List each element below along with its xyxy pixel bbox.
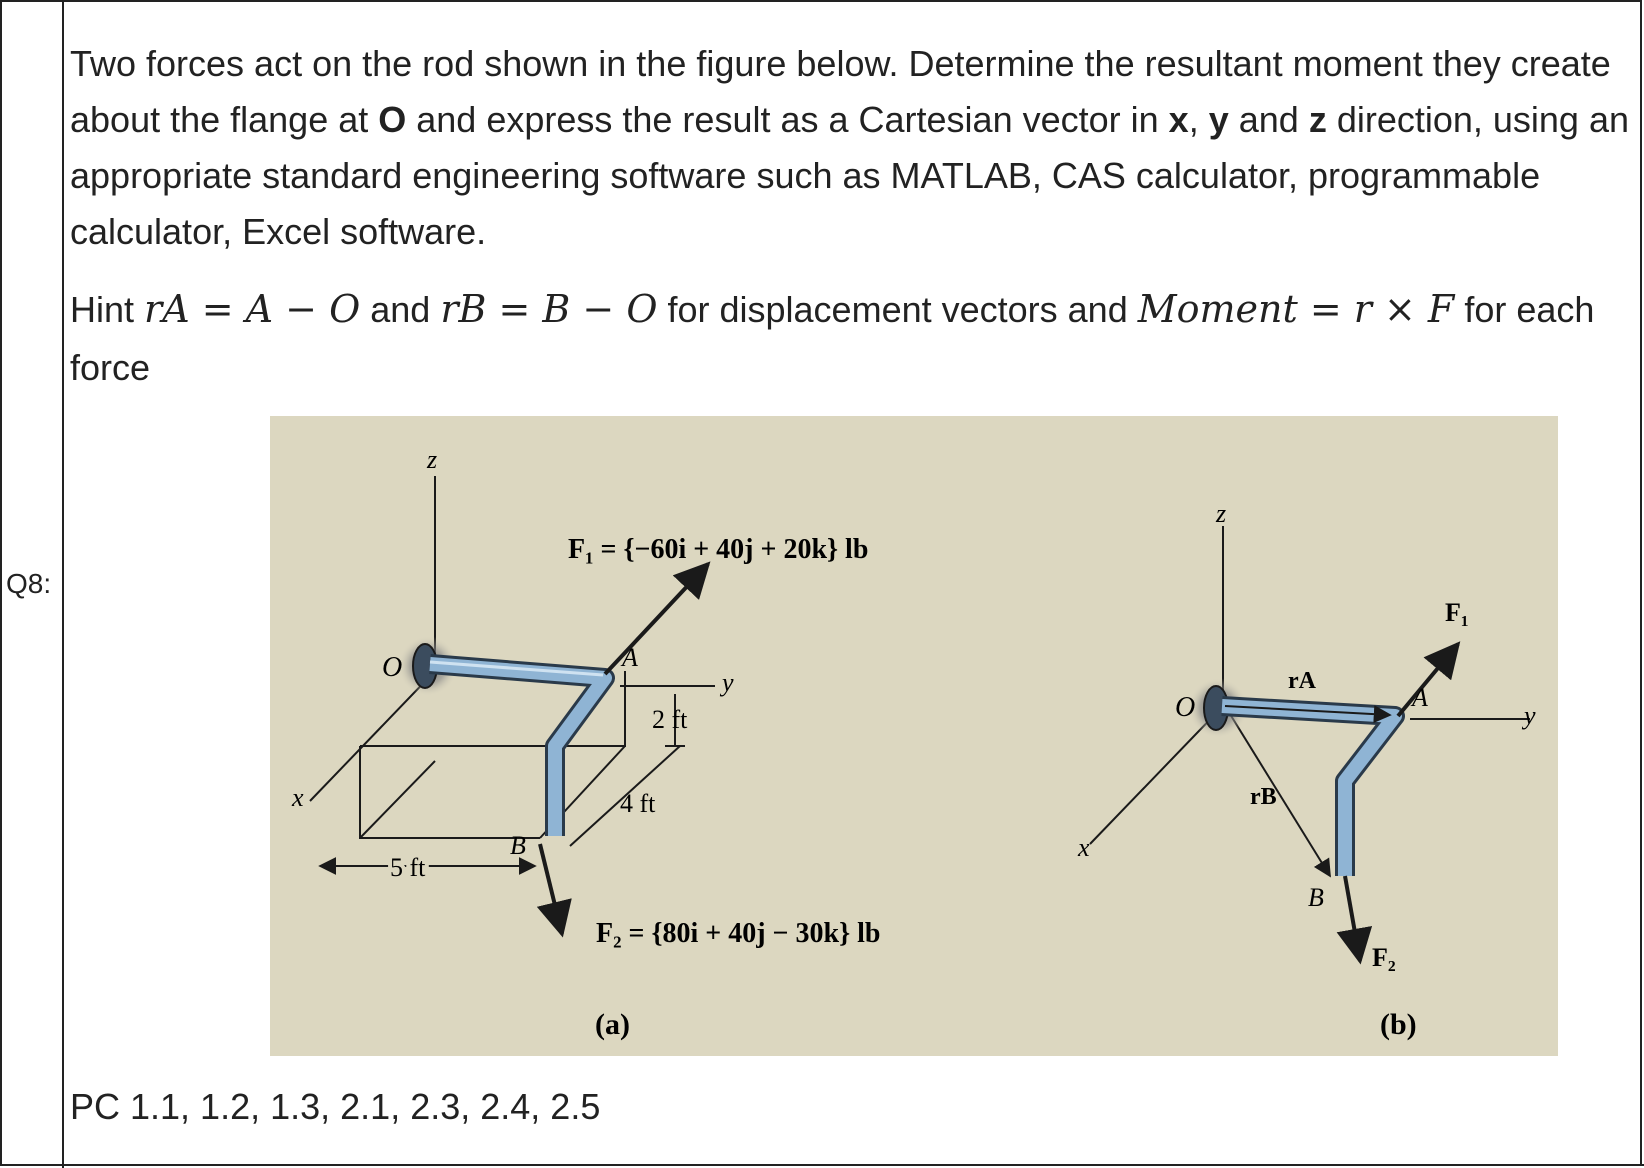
text-part: and bbox=[1228, 99, 1309, 140]
b-rB-vector bbox=[1225, 706, 1330, 876]
column-divider bbox=[62, 0, 64, 1168]
b-x-label: x bbox=[1078, 833, 1090, 862]
b-F1-arrow bbox=[1398, 644, 1458, 716]
b-F2-arrow bbox=[1345, 876, 1360, 961]
a-5ft-label: 5 ft bbox=[390, 853, 426, 882]
b-rB-label: rB bbox=[1250, 784, 1277, 810]
hint-text bbox=[70, 280, 1638, 397]
a-box-left bbox=[360, 746, 540, 838]
a-caption: (a) bbox=[595, 1008, 630, 1041]
b-F1-label: F₁ bbox=[1445, 598, 1469, 627]
text-part: Two forces act on the rod shown in the figure below. Determine the resultant moment they create about the flange at bbox=[70, 43, 1611, 140]
text-bold-z: z bbox=[1308, 99, 1327, 140]
a-B-label: B bbox=[510, 831, 526, 860]
b-F2-label: F₂ bbox=[1372, 943, 1396, 972]
a-F1-arrow bbox=[605, 564, 708, 674]
b-rA-label: rA bbox=[1288, 668, 1316, 694]
b-caption: (b) bbox=[1380, 1008, 1417, 1041]
a-A-label: A bbox=[622, 643, 638, 672]
figure-svg bbox=[270, 416, 1558, 1056]
text-bold-O: O bbox=[378, 99, 407, 140]
text-part: direction, using an appropriate standard engineering software such as MATLAB, CAS calculator, programmable calculator, Excel software. bbox=[70, 99, 1629, 252]
program-competencies: PC 1.1, 1.2, 1.3, 2.1, 2.3, 2.4, 2.5 bbox=[70, 1086, 601, 1127]
text-part: , bbox=[1188, 99, 1209, 140]
question-text bbox=[70, 36, 1638, 260]
a-rod bbox=[430, 662, 605, 836]
rA-equation: rA = A − O bbox=[144, 287, 361, 331]
b-rod bbox=[1222, 706, 1395, 876]
hint-suffix: for each force bbox=[70, 289, 1595, 388]
a-x-label: x bbox=[292, 783, 304, 812]
a-O-label: O bbox=[382, 652, 403, 683]
b-O-label: O bbox=[1175, 692, 1196, 723]
b-z-label: z bbox=[1216, 499, 1227, 528]
text-part: and express the result as a Cartesian vector in bbox=[406, 99, 1169, 140]
a-2ft-label: 2 ft bbox=[652, 705, 688, 734]
hint-and: and bbox=[360, 289, 441, 330]
a-F1-label: F₁ = {−60i + 40j + 20k} lb bbox=[568, 534, 869, 565]
a-4ft-label: 4 ft bbox=[620, 789, 656, 818]
a-F2-label: F₂ = {80i + 40j − 30k} lb bbox=[596, 918, 881, 949]
hint-middle: for displacement vectors and bbox=[657, 289, 1138, 330]
b-B-label: B bbox=[1308, 883, 1324, 912]
moment-equation: Moment = r × F bbox=[1137, 287, 1455, 331]
b-A-label: A bbox=[1412, 683, 1428, 712]
question-number: Q8: bbox=[6, 568, 52, 599]
row-bottom-border bbox=[0, 1164, 1644, 1166]
hint-prefix: Hint bbox=[70, 289, 145, 330]
a-F2-arrow bbox=[540, 844, 562, 934]
a-y-label: y bbox=[722, 668, 734, 697]
text-bold-x: x bbox=[1168, 99, 1189, 140]
rB-equation: rB = B − O bbox=[440, 287, 658, 331]
rod-figure bbox=[270, 416, 1558, 1056]
text-bold-y: y bbox=[1208, 99, 1229, 140]
question-content bbox=[70, 36, 1638, 397]
panel-b bbox=[1090, 526, 1530, 876]
b-y-label: y bbox=[1524, 701, 1536, 730]
a-z-label: z bbox=[427, 445, 438, 474]
a-box-diag bbox=[360, 761, 435, 838]
